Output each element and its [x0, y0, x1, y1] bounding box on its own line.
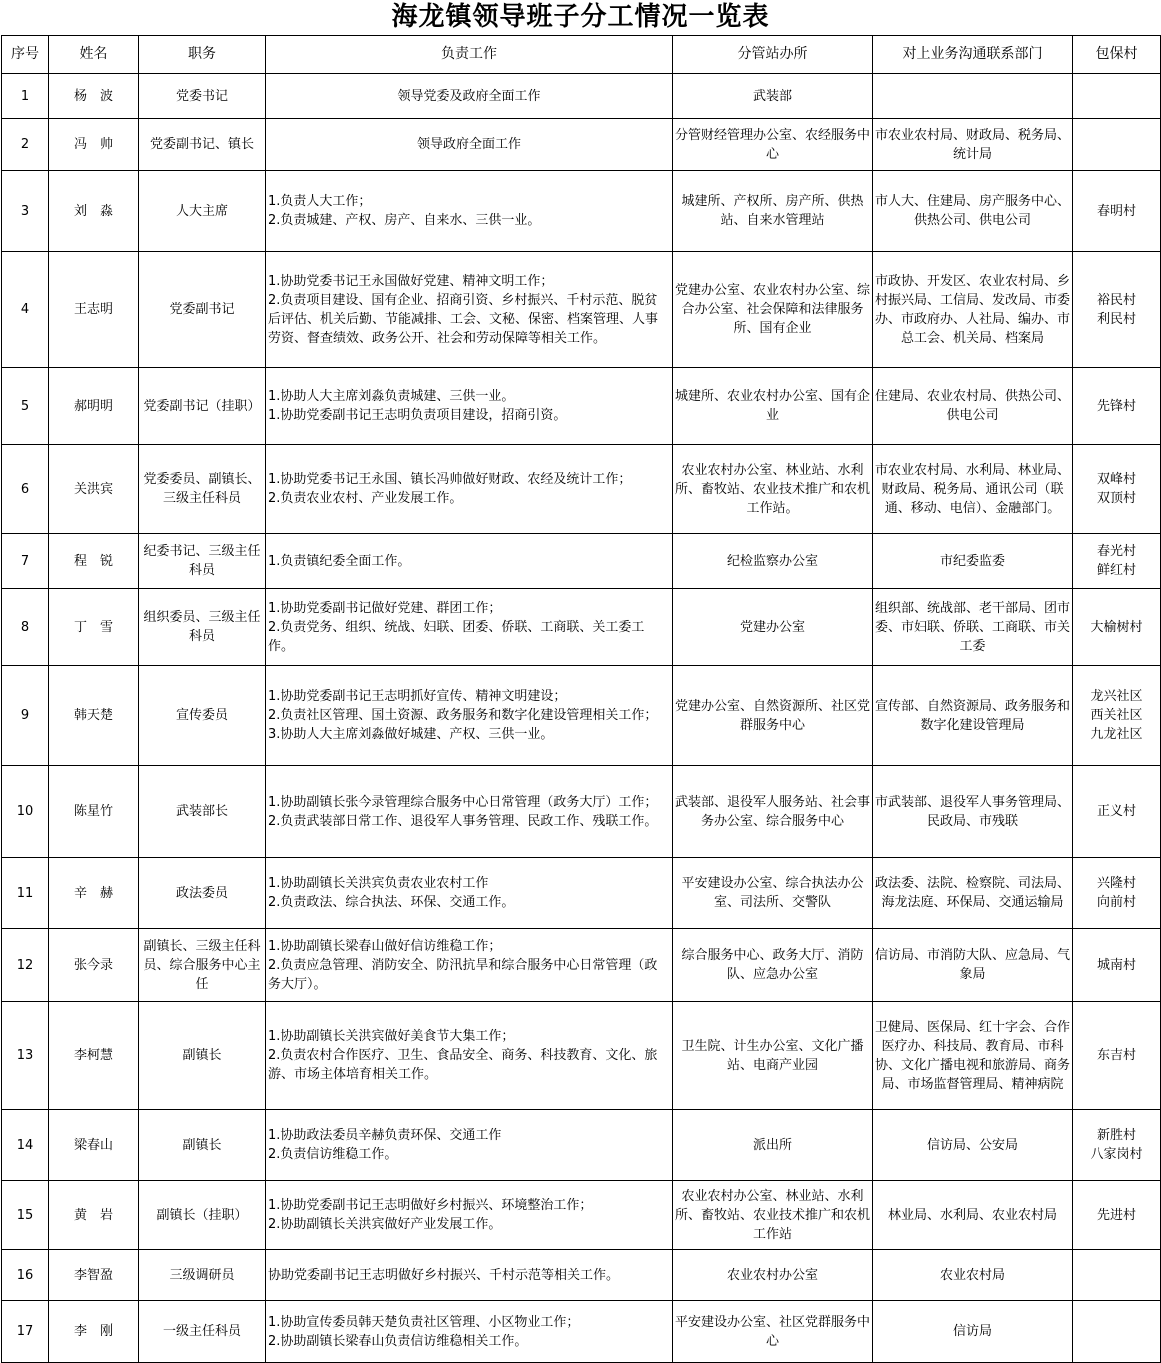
cell-depts-line: 组织部、统战部、老干部局、团市委、市妇联、侨联、工商联、市关工委: [875, 600, 1071, 654]
cell-depts: [873, 368, 1073, 445]
cell-duties: [266, 1301, 673, 1363]
cell-duties-line: 2.负责社区管理、国土资源、政务服务和数字化建设管理相关工作；: [268, 708, 658, 723]
cell-offices: [673, 119, 873, 171]
cell-depts: [873, 1301, 1073, 1363]
cell-duties: [266, 534, 673, 589]
cell-no: 2: [2, 119, 49, 171]
cell-depts: [873, 534, 1073, 589]
cell-depts: [873, 589, 1073, 666]
cell-position: 武装部长: [139, 766, 266, 858]
cell-duties: [266, 119, 673, 171]
cell-name: 梁春山: [49, 1110, 139, 1181]
cell-no: 16: [2, 1250, 49, 1301]
cell-duties: [266, 1250, 673, 1301]
cell-depts-line: 农业农村局: [939, 1267, 1005, 1283]
cell-position: 党委委员、副镇长、三级主任科员: [139, 445, 266, 534]
cell-village: [1073, 1181, 1161, 1250]
cell-no: 3: [2, 171, 49, 252]
cell-village: [1073, 858, 1161, 929]
cell-position: 副镇长（挂职）: [139, 1181, 266, 1250]
table-row: [2, 666, 1161, 766]
cell-depts-line: 宣传部、自然资源局、政务服务和数字化建设管理局: [875, 698, 1071, 733]
cell-duties-line: 2.负责党务、组织、统战、妇联、团委、侨联、工商联、关工委工作。: [268, 619, 645, 654]
cell-position: 党委副书记（挂职）: [139, 368, 266, 445]
cell-duties-line: 2.负责应急管理、消防安全、防汛抗旱和综合服务中心日常管理（政务大厅）。: [268, 957, 658, 992]
cell-offices: [673, 1301, 873, 1363]
cell-village: [1073, 1002, 1161, 1110]
cell-offices-line: 纪检监察办公室: [726, 553, 818, 569]
header-name: 姓名: [49, 36, 139, 74]
cell-village: [1073, 171, 1161, 252]
cell-depts: [873, 171, 1073, 252]
cell-no: 14: [2, 1110, 49, 1181]
cell-duties-line: 1.协助副镇长关洪宾做好美食节大集工作；: [268, 1029, 515, 1044]
cell-offices: [673, 1181, 873, 1250]
cell-offices-line: 综合服务中心、政务大厅、消防队、应急办公室: [681, 948, 864, 982]
cell-depts: [873, 666, 1073, 766]
cell-duties-line: 协助党委副书记王志明做好乡村振兴、千村示范等相关工作。: [268, 1267, 620, 1283]
cell-duties-line: 领导党委及政府全面工作: [397, 88, 541, 104]
cell-duties-line: 1.协助党委副书记王志明抓好宣传、精神文明建设；: [268, 689, 567, 704]
cell-duties-line: 2.协助副镇长关洪宾做好产业发展工作。: [268, 1217, 502, 1232]
cell-offices: [673, 666, 873, 766]
cell-offices: [673, 1002, 873, 1110]
cell-duties-line: 2.负责武装部日常工作、退役军人事务管理、民政工作、残联工作。: [268, 813, 658, 829]
cell-offices-line: 卫生院、计生办公室、文化广播站、电商产业园: [681, 1038, 864, 1073]
header-village: 包保村: [1073, 36, 1161, 74]
cell-village: [1073, 1301, 1161, 1363]
cell-depts: [873, 766, 1073, 858]
cell-depts-line: 市政协、开发区、农业农村局、乡村振兴局、工信局、发改局、市委办、市政府办、人社局、编办、市总工会、机关局、档案局: [875, 273, 1071, 346]
cell-no: 6: [2, 445, 49, 534]
cell-duties-line: 1.协助党委书记王永国做好党建、精神文明工作；: [268, 273, 554, 289]
cell-village: [1073, 74, 1161, 119]
cell-village: [1073, 368, 1161, 445]
cell-depts: [873, 1250, 1073, 1301]
cell-no: 12: [2, 929, 49, 1002]
cell-offices: [673, 368, 873, 445]
cell-village-line: 西关社区: [1090, 708, 1143, 723]
cell-duties-line: 2.负责农业农村、产业发展工作。: [268, 491, 463, 506]
cell-village-line: 东吉村: [1096, 1048, 1136, 1063]
cell-duties: [266, 252, 673, 368]
cell-depts-line: 住建局、农业农村局、供热公司、供电公司: [875, 389, 1071, 423]
cell-village-line: 向前村: [1096, 895, 1136, 910]
cell-depts-line: 信访局: [952, 1324, 992, 1339]
cell-duties-line: 2.负责信访维稳工作。: [268, 1147, 398, 1162]
cell-position: 党委书记: [139, 74, 266, 119]
cell-village-line: 城南村: [1096, 957, 1136, 973]
cell-offices-line: 农业农村办公室、林业站、水利所、畜牧站、农业技术推广和农机工作站。: [675, 462, 871, 516]
cell-village-line: 双顶村: [1096, 491, 1136, 506]
cell-name: 李智盈: [49, 1250, 139, 1301]
cell-offices-line: 党建办公室: [739, 619, 805, 635]
cell-depts-line: 信访局、公安局: [926, 1137, 1018, 1153]
cell-village: [1073, 766, 1161, 858]
cell-village-line: 正义村: [1096, 804, 1136, 819]
cell-village-line: 利民村: [1096, 311, 1136, 327]
table-row: [2, 119, 1161, 171]
cell-duties-line: 1.协助副镇长张今录管理综合服务中心日常管理（政务大厅）工作；: [268, 794, 658, 810]
cell-name: 刘 淼: [49, 171, 139, 252]
cell-duties-line: 1.负责人大工作；: [268, 194, 372, 209]
cell-depts-line: 卫健局、医保局、红十字会、合作医疗办、科技局、教育局、市科协、文化广播电视和旅游局、商务局、市场监督管理局、精神病院: [875, 1019, 1071, 1092]
cell-offices-line: 武装部、退役军人服务站、社会事务办公室、综合服务中心: [675, 794, 871, 829]
cell-depts: [873, 1002, 1073, 1110]
cell-village: [1073, 666, 1161, 766]
cell-name: 杨 波: [49, 74, 139, 119]
table-row: [2, 929, 1161, 1002]
cell-depts: [873, 1110, 1073, 1181]
cell-village: [1073, 119, 1161, 171]
cell-no: 17: [2, 1301, 49, 1363]
cell-offices-line: 城建所、产权所、房产所、供热站、自来水管理站: [681, 194, 864, 228]
cell-name: 张今录: [49, 929, 139, 1002]
cell-name: 程 锐: [49, 534, 139, 589]
cell-duties-line: 1.协助副镇长梁春山做好信访维稳工作；: [268, 938, 502, 954]
cell-village: [1073, 1110, 1161, 1181]
cell-depts-line: 政法委、法院、检察院、司法局、海龙法庭、环保局、交通运输局: [875, 876, 1071, 910]
cell-duties: [266, 666, 673, 766]
cell-no: 8: [2, 589, 49, 666]
cell-offices-line: 分管财经管理办公室、农经服务中心: [675, 127, 871, 162]
cell-offices-line: 派出所: [752, 1137, 792, 1153]
table-row: [2, 368, 1161, 445]
cell-duties-line: 2.负责项目建设、国有企业、招商引资、乡村振兴、千村示范、脱贫后评估、机关后勤、节能减排、工会、文秘、保密、档案管理、人事劳资、督查绩效、政务公开、社会和劳动保障等相关工作。: [268, 292, 659, 346]
cell-name: 黄 岩: [49, 1181, 139, 1250]
cell-no: 5: [2, 368, 49, 445]
cell-position: 副镇长: [139, 1110, 266, 1181]
cell-village-line: 九龙社区: [1090, 727, 1143, 742]
cell-no: 4: [2, 252, 49, 368]
table-row: [2, 534, 1161, 589]
table-body: [2, 74, 1161, 1363]
header-duties: 负责工作: [266, 36, 673, 74]
cell-depts-line: 市农业农村局、水利局、林业局、财政局、税务局、通讯公司（联通、移动、电信）、金融部门。: [875, 462, 1071, 516]
cell-offices: [673, 1250, 873, 1301]
cell-name: 郝明明: [49, 368, 139, 445]
cell-name: 李柯慧: [49, 1002, 139, 1110]
cell-name: 冯 帅: [49, 119, 139, 171]
cell-no: 1: [2, 74, 49, 119]
cell-depts-line: 市武装部、退役军人事务管理局、民政局、市残联: [875, 794, 1071, 829]
table-row: [2, 1301, 1161, 1363]
cell-offices-line: 党建办公室、农业农村办公室、综合办公室、社会保障和法律服务所、国有企业: [675, 283, 871, 336]
table-row: [2, 858, 1161, 929]
cell-depts-line: 市人大、住建局、房产服务中心、供热公司、供电公司: [875, 194, 1071, 228]
cell-duties-line: 1.协助党委副书记王志明负责项目建设，招商引资。: [268, 408, 567, 423]
cell-position: 副镇长: [139, 1002, 266, 1110]
cell-duties-line: 2.负责城建、产权、房产、自来水、三供一业。: [268, 213, 541, 228]
table-row: [2, 74, 1161, 119]
cell-village-line: 春明村: [1096, 203, 1136, 219]
cell-offices-line: 党建办公室、自然资源所、社区党群服务中心: [675, 698, 871, 733]
table-row: [2, 252, 1161, 368]
cell-duties-line: 1.协助党委副书记王志明做好乡村振兴、环境整治工作；: [268, 1198, 593, 1213]
cell-offices: [673, 589, 873, 666]
cell-position: 党委副书记、镇长: [139, 119, 266, 171]
cell-depts: [873, 74, 1073, 119]
cell-depts: [873, 252, 1073, 368]
cell-depts: [873, 858, 1073, 929]
cell-duties-line: 1.协助副镇长关洪宾负责农业农村工作: [268, 876, 489, 891]
table-row: [2, 171, 1161, 252]
cell-duties: [266, 1181, 673, 1250]
cell-duties-line: 领导政府全面工作: [416, 137, 521, 152]
cell-no: 11: [2, 858, 49, 929]
cell-village-line: 先进村: [1096, 1207, 1136, 1223]
cell-depts: [873, 1181, 1073, 1250]
cell-offices-line: 农业农村办公室、林业站、水利所、畜牧站、农业技术推广和农机工作站: [675, 1188, 871, 1242]
cell-offices-line: 城建所、农业农村办公室、国有企业: [675, 389, 871, 423]
cell-offices: [673, 445, 873, 534]
cell-village-line: 春光村: [1096, 544, 1136, 559]
cell-offices: [673, 858, 873, 929]
cell-depts: [873, 445, 1073, 534]
header-row: [2, 36, 1161, 74]
header-position: 职务: [139, 36, 266, 74]
cell-duties: [266, 929, 673, 1002]
cell-no: 9: [2, 666, 49, 766]
cell-no: 15: [2, 1181, 49, 1250]
cell-position: 党委副书记: [139, 252, 266, 368]
cell-position: 宣传委员: [139, 666, 266, 766]
leadership-table: [1, 35, 1161, 1363]
header-offices: 分管站办所: [673, 36, 873, 74]
cell-village-line: 兴隆村: [1096, 876, 1136, 891]
cell-duties-line: 2.负责政法、综合执法、环保、交通工作。: [268, 895, 515, 910]
header-depts: 对上业务沟通联系部门: [873, 36, 1073, 74]
cell-duties: [266, 1002, 673, 1110]
cell-depts: [873, 929, 1073, 1002]
cell-offices-line: 武装部: [752, 88, 792, 104]
cell-offices: [673, 1110, 873, 1181]
cell-village: [1073, 445, 1161, 534]
cell-position: 一级主任科员: [139, 1301, 266, 1363]
cell-village-line: 双峰村: [1096, 472, 1136, 487]
page-title: 海龙镇领导班子分工情况一览表: [391, 2, 770, 32]
cell-name: 辛 赫: [49, 858, 139, 929]
table-row: [2, 1181, 1161, 1250]
cell-depts-line: 信访局、市消防大队、应急局、气象局: [875, 948, 1071, 982]
cell-village-line: 新胜村: [1096, 1128, 1136, 1143]
cell-village-line: 大榆树村: [1090, 619, 1143, 635]
cell-duties-line: 1.协助政法委员辛赫负责环保、交通工作: [268, 1128, 502, 1143]
cell-village-line: 八家岗村: [1090, 1147, 1143, 1162]
table-row: [2, 766, 1161, 858]
cell-duties: [266, 171, 673, 252]
cell-duties-line: 2.负责农村合作医疗、卫生、食品安全、商务、科技教育、文化、旅游、市场主体培育相关工作。: [268, 1048, 658, 1082]
cell-offices-line: 平安建设办公室、综合执法办公室、司法所、交警队: [681, 876, 864, 910]
cell-village: [1073, 589, 1161, 666]
cell-name: 陈星竹: [49, 766, 139, 858]
cell-offices: [673, 929, 873, 1002]
cell-village: [1073, 1250, 1161, 1301]
cell-position: 人大主席: [139, 171, 266, 252]
cell-offices-line: 农业农村办公室: [726, 1267, 818, 1283]
cell-duties: [266, 445, 673, 534]
table-row: [2, 1110, 1161, 1181]
cell-duties: [266, 1110, 673, 1181]
cell-position: 纪委书记、三级主任科员: [139, 534, 266, 589]
cell-name: 丁 雪: [49, 589, 139, 666]
cell-duties-line: 2.协助副镇长梁春山负责信访维稳相关工作。: [268, 1333, 528, 1349]
cell-offices: [673, 171, 873, 252]
cell-duties-line: 3.协助人大主席刘淼做好城建、产权、三供一业。: [268, 727, 554, 742]
cell-position: 副镇长、三级主任科员、综合服务中心主任: [139, 929, 266, 1002]
cell-name: 关洪宾: [49, 445, 139, 534]
cell-duties-line: 1.协助党委书记王永国、镇长冯帅做好财政、农经及统计工作；: [268, 472, 632, 487]
cell-position: 政法委员: [139, 858, 266, 929]
cell-offices: [673, 252, 873, 368]
cell-offices: [673, 534, 873, 589]
cell-depts-line: 市纪委监委: [939, 553, 1005, 569]
cell-village: [1073, 252, 1161, 368]
cell-no: 7: [2, 534, 49, 589]
cell-duties-line: 1.协助党委副书记做好党建、群团工作；: [268, 600, 502, 616]
table-row: [2, 1250, 1161, 1301]
cell-village: [1073, 534, 1161, 589]
cell-depts-line: 市农业农村局、财政局、税务局、统计局: [875, 127, 1071, 162]
cell-offices: [673, 74, 873, 119]
cell-duties: [266, 74, 673, 119]
cell-name: 李 刚: [49, 1301, 139, 1363]
cell-position: 三级调研员: [139, 1250, 266, 1301]
cell-village-line: 裕民村: [1096, 292, 1136, 308]
cell-depts: [873, 119, 1073, 171]
table-row: [2, 589, 1161, 666]
header-no: 序号: [2, 36, 49, 74]
cell-duties-line: 1.负责镇纪委全面工作。: [268, 553, 411, 569]
cell-offices: [673, 766, 873, 858]
cell-position: 组织委员、三级主任科员: [139, 589, 266, 666]
cell-duties-line: 1.协助宣传委员韩天楚负责社区管理、小区物业工作；: [268, 1314, 580, 1330]
cell-no: 10: [2, 766, 49, 858]
cell-duties: [266, 589, 673, 666]
table-row: [2, 1002, 1161, 1110]
cell-village-line: 龙兴社区: [1090, 689, 1143, 704]
cell-duties: [266, 858, 673, 929]
cell-village-line: 鲜红村: [1096, 563, 1136, 578]
cell-name: 王志明: [49, 252, 139, 368]
cell-village: [1073, 929, 1161, 1002]
cell-offices-line: 平安建设办公室、社区党群服务中心: [675, 1314, 871, 1349]
cell-village-line: 先锋村: [1096, 398, 1136, 414]
cell-no: 13: [2, 1002, 49, 1110]
cell-name: 韩天楚: [49, 666, 139, 766]
cell-duties-line: 1.协助人大主席刘淼负责城建、三供一业。: [268, 389, 515, 404]
table-row: [2, 445, 1161, 534]
cell-duties: [266, 766, 673, 858]
cell-depts-line: 林业局、水利局、农业农村局: [887, 1207, 1057, 1223]
cell-duties: [266, 368, 673, 445]
